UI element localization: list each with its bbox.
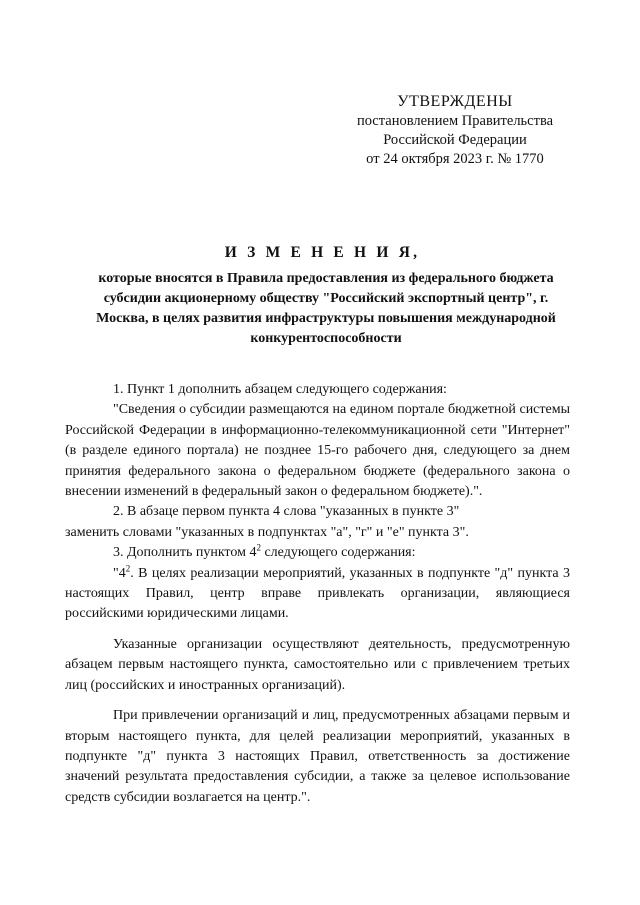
paragraph-7: При привлечении организаций и лиц, предусмотренных абзацами первым и вторым настоящего пункта, для целей реализации мероприятий, указанных в подпункте "д" пункта 3 настоящих Правил, ответственность за достижение значений результата предоставления субсидии, а также за целевое использование средств субсидии возлагается на центр.". — [65, 708, 570, 805]
paragraph-3b: заменить словами "указанных в подпунктах "а", "г" и "е" пункта 3". — [65, 524, 469, 540]
paragraph-5-tail: . В целях реализации мероприятий, указанных в подпункте "д" пункта 3 настоящих Правил, центр вправе привлекать организации, являющиеся российскими юридическими лицами. — [65, 565, 570, 622]
document-title: И З М Е Н Е Н И Я, — [224, 244, 421, 261]
approval-line-1: постановлением Правительства — [356, 113, 554, 129]
superscript: 2 — [125, 563, 131, 573]
paragraph-4-text: 3. Дополнить пунктом 4 — [113, 545, 257, 561]
paragraph-4 — [65, 543, 570, 563]
document-subtitle: которые вносятся в Правила предоставления из федерального бюджета субсидии акционерному обществу "Российский экспортный центр", г. Москва, в целях развития инфраструктуры повышения международной конкурентоспособности — [96, 271, 556, 346]
paragraph-2: "Сведения о субсидии размещаются на едином портале бюджетной системы Российской Федерации в информационно-телекоммуникационной сети "Интернет" (в разделе единого портала) не позднее 15-го рабочего дня, следующего за днем принятия федерального закона о федеральном бюджете (федерального закона о внесении изменений в федеральный закон о федеральном бюджете).". — [65, 402, 570, 500]
approval-stamp — [330, 92, 580, 169]
approval-line-2: Российской Федерации — [383, 132, 527, 148]
paragraph-5 — [65, 564, 570, 625]
paragraph-3a: 2. В абзаце первом пункта 4 слова "указанных в пункте 3" — [113, 504, 460, 520]
paragraph-1: 1. Пункт 1 дополнить абзацем следующего содержания: — [113, 382, 447, 397]
paragraph-4-tail: следующего содержания: — [260, 545, 416, 561]
document-body — [65, 380, 570, 808]
paragraph-5-text: "4 — [113, 565, 126, 581]
approval-line-3: от 24 октября 2023 г. № 1770 — [366, 151, 544, 167]
paragraph-6: Указанные организации осуществляют деятельность, предусмотренную абзацем первым настоящего пункта, самостоятельно или с привлечением третьих лиц (российских и иностранных организаций). — [65, 636, 570, 693]
approval-heading: УТВЕРЖДЕНЫ — [397, 93, 513, 110]
superscript: 2 — [256, 542, 261, 553]
